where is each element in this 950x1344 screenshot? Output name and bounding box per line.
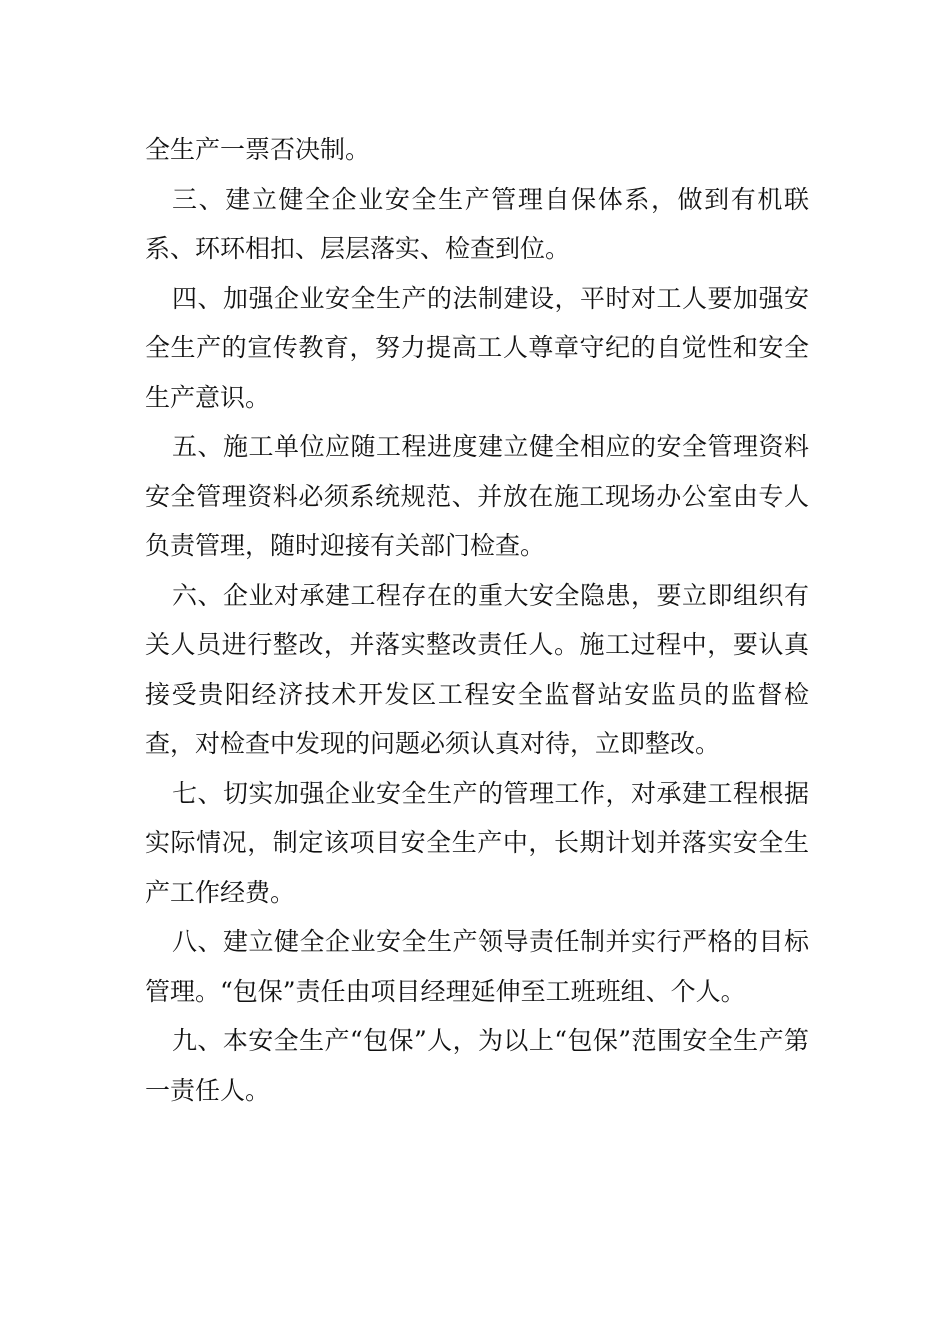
paragraph-item-3: 三、建立健全企业安全生产管理自保体系，做到有机联系、环环相扣、层层落实、检查到位。 bbox=[145, 184, 809, 263]
paragraph-item-5: 五、施工单位应随工程进度建立健全相应的安全管理资料安全管理资料必须系统规范、并放在施工现场办公室由专人负责管理，随时迎接有关部门检查。 bbox=[145, 432, 809, 560]
paragraph-item-8: 八、建立健全企业安全生产领导责任制并实行严格的目标管理。“包保”责任由项目经理延伸至工班班组、个人。 bbox=[145, 927, 809, 1006]
paragraph-continuation: 全生产一票否决制。 bbox=[145, 135, 371, 164]
paragraph-item-6: 六、企业对承建工程存在的重大安全隐患，要立即组织有关人员进行整改，并落实整改责任人。施工过程中，要认真接受贵阳经济技术开发区工程安全监督站安监员的监督检查，对检查中发现的问题必须认真对待，立即整改。 bbox=[145, 580, 809, 758]
paragraph-item-7: 七、切实加强企业安全生产的管理工作，对承建工程根据实际情况，制定该项目安全生产中，长期计划并落实安全生产工作经费。 bbox=[145, 778, 809, 907]
paragraph-item-9: 九、本安全生产“包保”人，为以上“包保”范围安全生产第一责任人。 bbox=[145, 1026, 809, 1105]
paragraph-item-4: 四、加强企业安全生产的法制建设，平时对工人要加强安全生产的宣传教育，努力提高工人尊章守纪的自觉性和安全生产意识。 bbox=[145, 283, 809, 412]
document-body bbox=[145, 125, 809, 1115]
